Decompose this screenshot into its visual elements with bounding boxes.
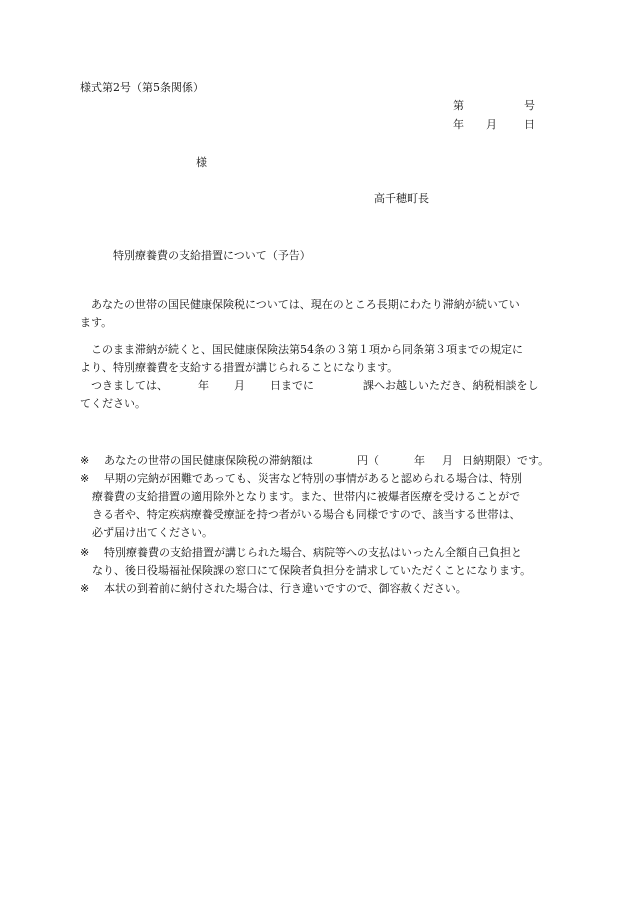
note-1-deadline: 日納期限）です。 (462, 454, 550, 467)
note-1-month: 月 (442, 454, 453, 467)
body-paragraph-2-line-1: このまま滞納が続くと、国民健康保険法第54条の３第１項から同条第３項までの規定に (80, 343, 523, 356)
date-year-label: 年 (453, 118, 464, 131)
body-paragraph-1 (80, 296, 554, 332)
note-2-line-3: きる者や、特定疾病療養受療証を持つ者がいる場合も同様ですので、該当する世帯は、 (92, 508, 521, 521)
note-1-text: あなたの世帯の国民健康保険税の滞納額は (104, 454, 313, 467)
note-3-line-1: 特別療養費の支給措置が講じられた場合、病院等への支払はいったん全額自己負担と (104, 546, 522, 559)
note-3-mark: ※ (80, 546, 90, 559)
consultation-month-label: 月 (234, 379, 245, 392)
body-paragraph-2 (80, 341, 554, 377)
date-month-label: 月 (486, 118, 497, 131)
subject-title: 特別療養費の支給措置について（予告） (113, 249, 311, 262)
note-2-line-4: 必ず届け出てください。 (92, 526, 213, 539)
note-2-mark: ※ (80, 472, 90, 485)
document-number-suffix: 号 (524, 99, 535, 112)
body-paragraph-1-line-1: あなたの世帯の国民健康保険税については、現在のところ長期にわたり滞納が続いてい (80, 298, 520, 311)
note-4-mark: ※ (80, 582, 90, 595)
consultation-day-label: 日までに (270, 379, 314, 392)
note-3-line-2: なり、後日役場福祉保険課の窓口にて保険者負担分を請求していただくことになります。 (92, 564, 532, 577)
sender-title: 高千穂町長 (374, 192, 429, 205)
consultation-year-label: 年 (198, 379, 209, 392)
date-day-label: 日 (524, 118, 535, 131)
recipient-honorific: 様 (196, 156, 207, 169)
form-number: 様式第2号（第5条関係） (80, 81, 204, 94)
body-paragraph-3-lead: つきましては、 (80, 379, 168, 392)
note-1-yen: 円（ (357, 454, 379, 467)
note-1-year: 年 (414, 454, 425, 467)
body-paragraph-2-line-2: より、特別療養費を支給する措置が講じられることになります。 (80, 361, 399, 374)
body-paragraph-1-line-2: ます。 (80, 316, 113, 329)
note-1-mark: ※ (80, 454, 90, 467)
body-paragraph-3-tail: 課へお越しいただき、納税相談をし (363, 379, 539, 392)
body-paragraph-3-line-2: てください。 (80, 397, 146, 410)
note-2-line-2: 療養費の支給措置の適用除外となります。また、世帯内に被爆者医療を受けることがで (92, 490, 521, 503)
note-2-line-1: 早期の完納が困難であっても、災害など特別の事情があると認められる場合は、特別 (104, 472, 522, 485)
note-4-text: 本状の到着前に納付された場合は、行き違いですので、御容赦ください。 (104, 582, 467, 595)
document-number-prefix: 第 (453, 99, 464, 112)
